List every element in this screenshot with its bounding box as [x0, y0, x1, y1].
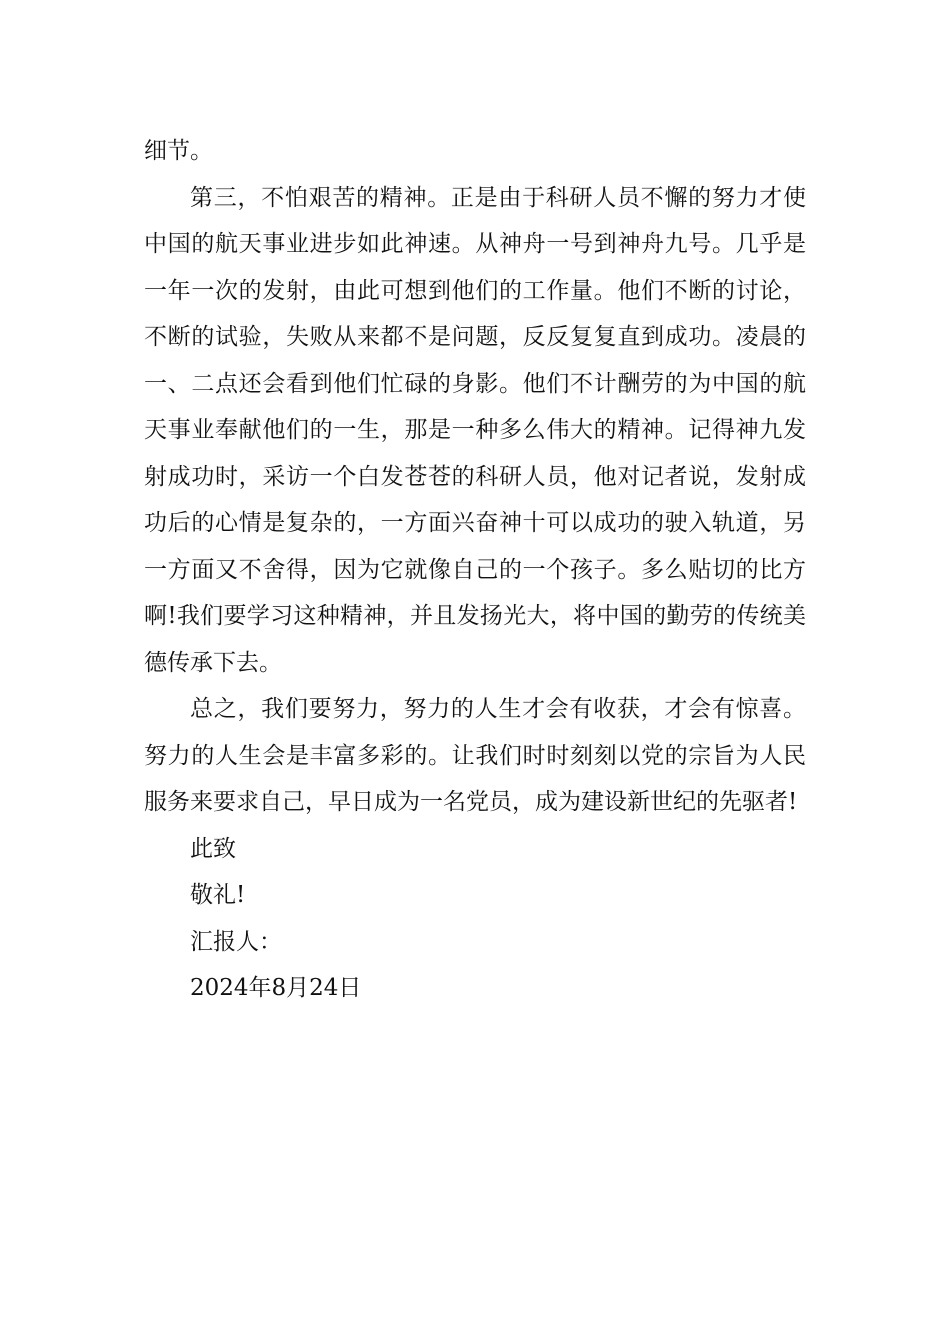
paragraph-conclusion: 总之，我们要努力，努力的人生才会有收获，才会有惊喜。努力的人生会是丰富多彩的。让我们时时刻刻以党的宗旨为人民服务来要求自己，早日成为一名党员，成为建设新世纪的先驱者!	[144, 696, 806, 815]
closing-salutation-1: 此致	[190, 835, 236, 862]
closing-salutation-2: 敬礼!	[190, 882, 246, 908]
paragraph-spirit-of-hardship: 第三，不怕艰苦的精神。正是由于科研人员不懈的努力才使中国的航天事业进步如此神速。从神舟一号到神舟九号。几乎是一年一次的发射，由此可想到他们的工作量。他们不断的讨论，不断的试验，失败从来都不是问题，反反复复直到成功。凌晨的一、二点还会看到他们忙碌的身影。他们不计酬劳的为中国的航天事业奉献他们的一生，那是一种多么伟大的精神。记得神九发射成功时，采访一个白发苍苍的科研人员，他对记者说，发射成功后的心情是复杂的，一方面兴奋神十可以成功的驶入轨道，另一方面又不舍得，因为它就像自己的一个孩子。多么贴切的比方啊!我们要学习这种精神，并且发扬光大，将中国的勤劳的传统美德传承下去。	[144, 184, 806, 676]
reporter-label: 汇报人：	[190, 928, 282, 955]
document-body	[144, 128, 806, 1012]
report-date: 2024年8月24日	[190, 975, 362, 1001]
paragraph-continuation: 细节。	[144, 138, 213, 164]
